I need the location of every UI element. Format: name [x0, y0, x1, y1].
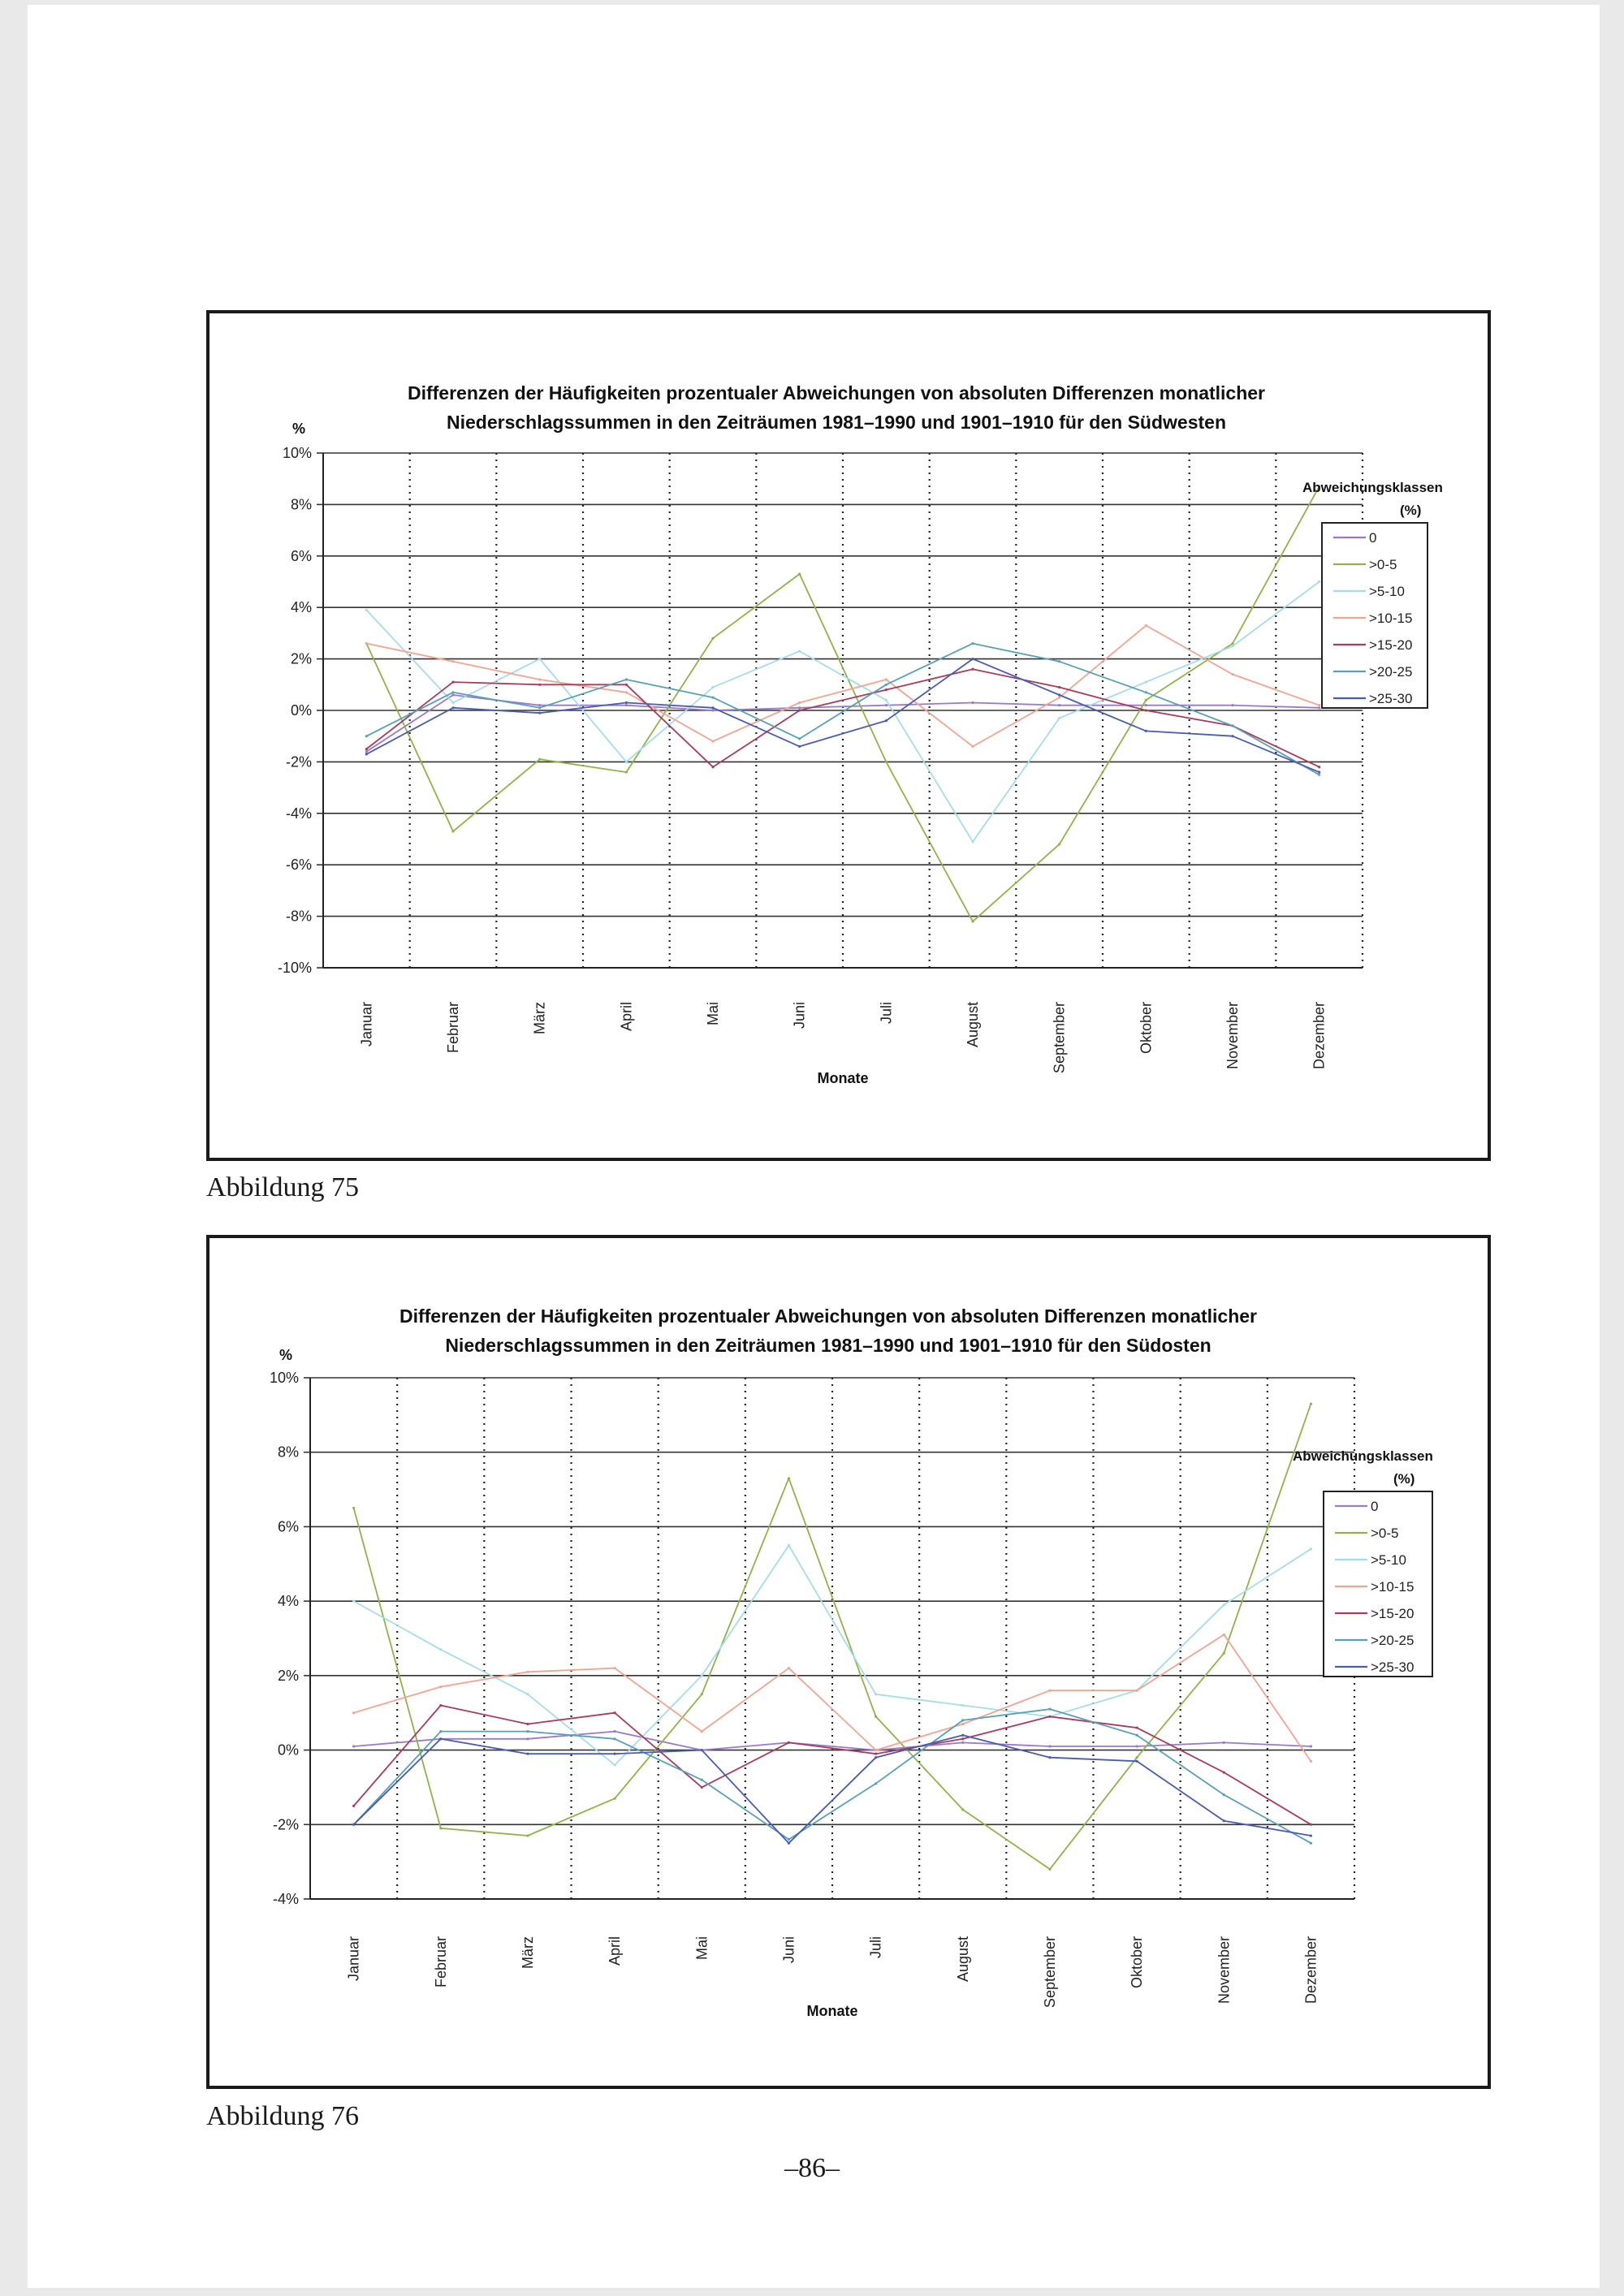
data-point-s5-2 — [526, 1730, 529, 1733]
data-point-s3-7 — [961, 1723, 964, 1725]
page-number: –86– — [784, 2153, 840, 2183]
data-point-s4-8 — [1048, 1716, 1051, 1718]
data-point-s2-4 — [701, 1674, 703, 1677]
legend-label-5: >20-25 — [1369, 664, 1413, 680]
data-point-s3-3 — [625, 691, 628, 693]
data-point-s3-0 — [352, 1711, 355, 1714]
legend-title: Abweichungsklassen — [1293, 1448, 1433, 1464]
data-point-s4-3 — [613, 1711, 615, 1714]
data-point-s4-11 — [1318, 766, 1320, 768]
data-point-s3-0 — [365, 642, 368, 645]
x-axis-label: Monate — [817, 1070, 869, 1086]
x-category-label: Juli — [867, 1936, 884, 1959]
data-point-s4-9 — [1145, 709, 1147, 711]
legend-title-unit: (%) — [1393, 1471, 1415, 1487]
data-point-s6-11 — [1318, 770, 1320, 773]
data-point-s1-9 — [1135, 1756, 1138, 1759]
x-category-label: November — [1224, 1002, 1241, 1070]
data-point-s0-6 — [885, 704, 888, 706]
data-point-s2-0 — [352, 1600, 355, 1603]
x-category-label: März — [519, 1936, 536, 1969]
x-category-label: Juli — [878, 1002, 895, 1025]
data-point-s0-11 — [1318, 706, 1320, 709]
data-point-s4-3 — [625, 684, 628, 686]
data-point-s0-3 — [625, 704, 628, 706]
legend-title: Abweichungsklassen — [1302, 480, 1443, 495]
y-tick-label: 2% — [277, 1667, 299, 1684]
y-tick-label: 2% — [290, 650, 312, 667]
data-point-s0-2 — [526, 1737, 529, 1740]
series-line-5 — [366, 644, 1319, 775]
data-point-s3-10 — [1223, 1634, 1225, 1636]
data-point-s3-3 — [613, 1667, 615, 1669]
data-point-s2-2 — [526, 1693, 529, 1695]
legend-label-6: >25-30 — [1369, 691, 1413, 706]
data-point-s2-0 — [365, 609, 368, 611]
data-point-s5-7 — [971, 642, 974, 645]
data-point-s4-10 — [1223, 1771, 1225, 1773]
data-point-s1-4 — [701, 1693, 703, 1695]
data-point-s0-11 — [1310, 1745, 1312, 1747]
data-point-s6-8 — [1048, 1756, 1051, 1759]
data-point-s4-6 — [885, 688, 888, 691]
data-point-s4-7 — [971, 668, 974, 671]
x-category-label: Februar — [445, 1002, 461, 1054]
data-point-s2-11 — [1310, 1547, 1312, 1550]
data-point-s2-7 — [961, 1704, 964, 1707]
data-point-s6-2 — [538, 712, 541, 714]
chart-southwest — [209, 313, 1488, 1158]
data-point-s2-6 — [885, 699, 888, 701]
legend-label-0: 0 — [1369, 530, 1377, 546]
data-point-s5-2 — [538, 706, 541, 709]
data-point-s5-8 — [1058, 660, 1060, 662]
data-point-s6-9 — [1135, 1760, 1138, 1763]
data-point-s1-3 — [613, 1798, 615, 1800]
data-point-s5-10 — [1223, 1793, 1225, 1796]
data-point-s6-0 — [352, 1823, 355, 1826]
data-point-s6-10 — [1231, 735, 1233, 737]
data-point-s5-6 — [875, 1782, 877, 1785]
data-point-s0-2 — [538, 704, 541, 706]
data-point-s3-9 — [1135, 1690, 1138, 1692]
data-point-s4-0 — [352, 1805, 355, 1807]
data-point-s5-1 — [439, 1730, 442, 1733]
data-point-s6-7 — [971, 658, 974, 660]
data-point-s5-4 — [711, 697, 714, 699]
data-point-s4-5 — [798, 709, 801, 711]
data-point-s0-7 — [961, 1741, 964, 1744]
data-point-s1-4 — [711, 637, 714, 640]
data-point-s2-2 — [538, 658, 541, 660]
data-point-s6-0 — [365, 753, 368, 755]
data-point-s0-1 — [451, 693, 454, 696]
y-tick-label: 10% — [282, 445, 312, 461]
data-point-s0-10 — [1223, 1741, 1225, 1744]
data-point-s2-6 — [875, 1693, 877, 1695]
data-point-s0-0 — [352, 1745, 355, 1747]
x-category-label: Dezember — [1311, 1002, 1328, 1070]
data-point-s2-3 — [613, 1763, 615, 1766]
data-point-s1-1 — [439, 1827, 442, 1829]
data-point-s1-9 — [1145, 699, 1147, 701]
data-point-s2-3 — [625, 761, 628, 763]
legend-label-0: 0 — [1371, 1499, 1379, 1514]
data-point-s1-7 — [971, 920, 974, 922]
data-point-s5-11 — [1310, 1842, 1312, 1845]
data-point-s1-6 — [875, 1716, 877, 1718]
data-point-s4-7 — [961, 1737, 964, 1740]
data-point-s6-6 — [875, 1756, 877, 1759]
data-point-s2-8 — [1058, 717, 1060, 719]
data-point-s1-3 — [625, 770, 628, 773]
data-point-s2-1 — [439, 1648, 442, 1651]
data-point-s5-3 — [625, 678, 628, 680]
data-point-s3-6 — [875, 1749, 877, 1751]
chart-southeast — [209, 1238, 1488, 2086]
y-tick-label: -2% — [272, 1816, 299, 1833]
chart-title-line2: Niederschlagssummen in den Zeiträumen 1981–1990 und 1901–1910 für den Südwesten — [447, 412, 1226, 433]
x-category-label: Juni — [791, 1002, 808, 1029]
legend-label-2: >5-10 — [1369, 584, 1405, 599]
data-point-s2-5 — [788, 1544, 790, 1547]
data-point-s4-4 — [701, 1786, 703, 1789]
data-point-s3-2 — [526, 1671, 529, 1673]
data-point-s0-10 — [1231, 704, 1233, 706]
y-axis-label: % — [292, 421, 306, 437]
x-category-label: August — [954, 1936, 971, 1983]
data-point-s2-7 — [971, 840, 974, 843]
x-category-label: November — [1216, 1936, 1233, 2005]
data-point-s3-4 — [701, 1730, 703, 1733]
data-point-s4-9 — [1135, 1726, 1138, 1728]
y-tick-label: -4% — [272, 1891, 299, 1907]
y-axis-label: % — [279, 1347, 293, 1363]
data-point-s1-10 — [1231, 642, 1233, 645]
data-point-s3-10 — [1231, 673, 1233, 675]
data-point-s2-5 — [798, 650, 801, 652]
data-point-s4-6 — [875, 1753, 877, 1755]
legend-title-unit: (%) — [1400, 503, 1422, 518]
data-point-s0-4 — [711, 709, 714, 711]
legend-label-3: >10-15 — [1369, 611, 1413, 626]
data-point-s4-1 — [439, 1704, 442, 1707]
data-point-s2-4 — [711, 686, 714, 688]
x-category-label: Oktober — [1138, 1002, 1155, 1055]
x-category-label: Oktober — [1129, 1936, 1146, 1989]
y-tick-label: 4% — [290, 599, 312, 616]
y-tick-label: -6% — [285, 857, 312, 874]
data-point-s0-8 — [1048, 1745, 1051, 1747]
data-point-s5-4 — [701, 1779, 703, 1781]
data-point-s4-8 — [1058, 686, 1060, 688]
data-point-s3-6 — [885, 678, 888, 680]
x-axis-label: Monate — [806, 2003, 858, 2019]
data-point-s0-5 — [798, 706, 801, 709]
data-point-s3-9 — [1145, 624, 1147, 627]
data-point-s0-0 — [365, 750, 368, 753]
chart-frame-southwest — [206, 310, 1491, 1161]
data-point-s0-3 — [613, 1730, 615, 1733]
data-point-s4-1 — [451, 681, 454, 684]
data-point-s4-5 — [788, 1741, 790, 1744]
x-category-label: Mai — [705, 1002, 721, 1026]
data-point-s2-11 — [1318, 580, 1320, 583]
x-category-label: Januar — [345, 1936, 362, 1982]
data-point-s4-11 — [1310, 1823, 1312, 1826]
chart-title-line2: Niederschlagssummen in den Zeiträumen 1981–1990 und 1901–1910 für den Südosten — [445, 1335, 1212, 1356]
data-point-s3-5 — [788, 1667, 790, 1669]
x-category-label: August — [965, 1002, 981, 1048]
data-point-s6-6 — [885, 719, 888, 722]
data-point-s0-7 — [971, 701, 974, 704]
data-point-s5-5 — [798, 737, 801, 740]
figure-caption-75: Abbildung 75 — [206, 1172, 359, 1202]
data-point-s1-8 — [1048, 1868, 1051, 1871]
data-point-s5-5 — [788, 1838, 790, 1841]
data-point-s1-1 — [451, 830, 454, 832]
data-point-s1-5 — [788, 1477, 790, 1479]
data-point-s6-4 — [701, 1749, 703, 1751]
data-point-s2-10 — [1231, 645, 1233, 647]
data-point-s6-4 — [711, 706, 714, 709]
y-tick-label: 0% — [290, 702, 312, 719]
y-tick-label: -8% — [285, 908, 312, 925]
data-point-s3-2 — [538, 678, 541, 680]
legend-label-1: >0-5 — [1371, 1526, 1399, 1541]
data-point-s0-9 — [1145, 704, 1147, 706]
data-point-s5-8 — [1048, 1708, 1051, 1711]
data-point-s3-1 — [451, 660, 454, 662]
data-point-s1-10 — [1223, 1652, 1225, 1655]
data-point-s6-2 — [526, 1753, 529, 1755]
x-category-label: April — [618, 1002, 635, 1032]
data-point-s0-9 — [1135, 1745, 1138, 1747]
legend-label-3: >10-15 — [1371, 1579, 1415, 1595]
series-line-3 — [366, 625, 1319, 746]
y-tick-label: 6% — [290, 547, 312, 564]
data-point-s6-1 — [439, 1737, 442, 1740]
legend-label-4: >15-20 — [1371, 1606, 1415, 1621]
data-point-s5-3 — [613, 1737, 615, 1740]
legend-label-1: >0-5 — [1369, 557, 1397, 572]
data-point-s6-3 — [613, 1753, 615, 1755]
data-point-s5-6 — [885, 684, 888, 686]
figure-caption-76: Abbildung 76 — [206, 2101, 359, 2131]
data-point-s3-7 — [971, 745, 974, 748]
data-point-s4-0 — [365, 748, 368, 750]
data-point-s5-9 — [1145, 691, 1147, 693]
data-point-s4-4 — [711, 766, 714, 768]
x-category-label: Februar — [432, 1936, 449, 1988]
legend-label-6: >25-30 — [1371, 1659, 1415, 1675]
data-point-s3-8 — [1058, 697, 1060, 699]
y-tick-label: -2% — [285, 753, 312, 770]
chart-frame-southeast — [206, 1235, 1491, 2089]
data-point-s1-6 — [885, 761, 888, 763]
legend-label-5: >20-25 — [1371, 1633, 1415, 1648]
data-point-s2-9 — [1145, 681, 1147, 684]
chart-title-line1: Differenzen der Häufigkeiten prozentualer Abweichungen von absoluten Differenzen monatlicher — [399, 1306, 1258, 1327]
data-point-s5-1 — [451, 691, 454, 693]
data-point-s1-5 — [798, 572, 801, 575]
data-point-s6-8 — [1058, 693, 1060, 696]
data-point-s6-10 — [1223, 1819, 1225, 1822]
y-tick-label: 10% — [269, 1370, 299, 1386]
data-point-s6-3 — [625, 701, 628, 704]
y-tick-label: 0% — [277, 1741, 299, 1759]
y-tick-label: 4% — [277, 1593, 299, 1610]
data-point-s1-8 — [1058, 843, 1060, 845]
data-point-s6-9 — [1145, 730, 1147, 732]
data-point-s5-10 — [1231, 724, 1233, 727]
data-point-s3-11 — [1310, 1760, 1312, 1763]
y-tick-label: -10% — [277, 960, 312, 976]
data-point-s6-1 — [451, 706, 454, 709]
data-point-s3-11 — [1318, 704, 1320, 706]
data-point-s1-7 — [961, 1808, 964, 1810]
x-category-label: Januar — [358, 1002, 375, 1047]
y-tick-label: 8% — [290, 496, 312, 513]
x-category-label: April — [607, 1936, 624, 1966]
legend-label-2: >5-10 — [1371, 1552, 1406, 1568]
data-point-s3-1 — [439, 1685, 442, 1688]
data-point-s6-5 — [798, 745, 801, 748]
chart-title-line1: Differenzen der Häufigkeiten prozentualer Abweichungen von absoluten Differenzen monatlicher — [407, 382, 1266, 404]
x-category-label: September — [1041, 1936, 1058, 2009]
data-point-s5-9 — [1135, 1734, 1138, 1737]
data-point-s3-8 — [1048, 1690, 1051, 1692]
data-point-s6-11 — [1310, 1834, 1312, 1836]
data-point-s1-11 — [1310, 1403, 1312, 1405]
data-point-s1-0 — [352, 1507, 355, 1509]
data-point-s3-5 — [798, 701, 801, 704]
legend-label-4: >15-20 — [1369, 637, 1413, 653]
data-point-s3-4 — [711, 740, 714, 742]
x-category-label: September — [1051, 1002, 1068, 1074]
data-point-s1-2 — [526, 1834, 529, 1836]
data-point-s1-2 — [538, 758, 541, 761]
data-point-s6-5 — [788, 1842, 790, 1845]
data-point-s4-2 — [538, 684, 541, 686]
x-category-label: Dezember — [1302, 1936, 1320, 2005]
x-category-label: Mai — [693, 1936, 710, 1961]
data-point-s2-10 — [1223, 1603, 1225, 1606]
y-tick-label: 8% — [277, 1444, 299, 1461]
data-point-s5-11 — [1318, 774, 1320, 776]
x-category-label: Juni — [780, 1936, 797, 1964]
data-point-s5-0 — [365, 735, 368, 737]
data-point-s2-1 — [451, 701, 454, 704]
data-point-s5-7 — [961, 1719, 964, 1721]
series-line-0 — [354, 1732, 1311, 1750]
y-tick-label: 6% — [277, 1518, 299, 1535]
x-category-label: März — [531, 1002, 548, 1034]
data-point-s0-8 — [1058, 704, 1060, 706]
y-tick-label: -4% — [285, 805, 312, 822]
data-point-s4-2 — [526, 1723, 529, 1725]
data-point-s6-7 — [961, 1734, 964, 1737]
